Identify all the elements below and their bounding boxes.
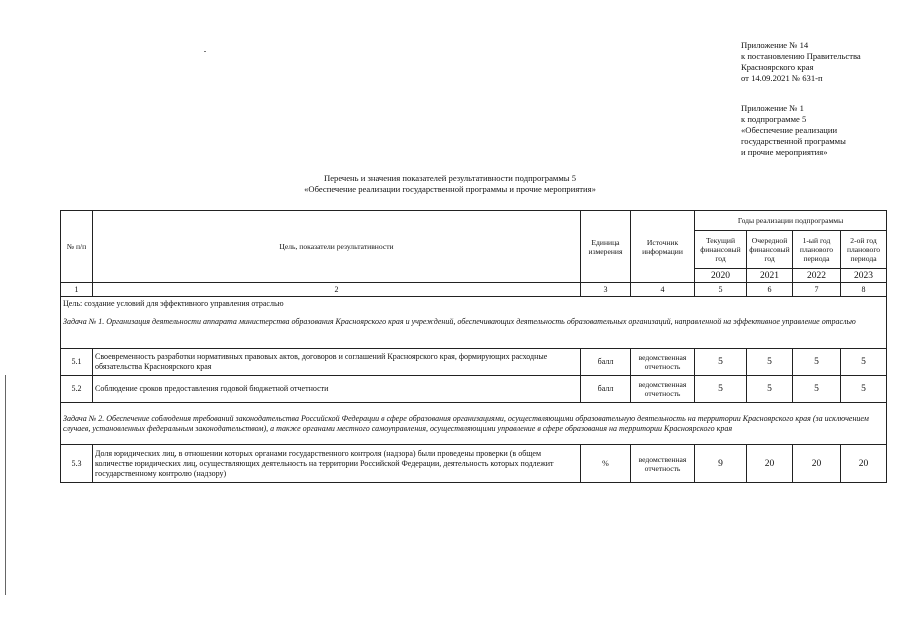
value-2020: 5 (695, 376, 747, 403)
indicator-name: Доля юридических лиц, в отношении которых органами государственного контроля (надзора) были проведены проверки (в общем количестве юридических лиц, осуществляющих деятельность на территории Российской Федерации, деятельность которых подлежит государственному контролю (надзору) (93, 445, 581, 483)
column-number: 2 (93, 283, 581, 297)
header-years-group: Годы реализации подпрограммы (695, 211, 887, 231)
column-number: 7 (793, 283, 841, 297)
stamp-line: государственной программы (741, 136, 846, 146)
indicator-unit: % (581, 445, 631, 483)
value-2020: 5 (695, 349, 747, 376)
indicator-name: Своевременность разработки нормативных правовых актов, договоров и соглашений Красноярского края, формирующих расходные обязательства Красноярского края (93, 349, 581, 376)
indicator-source: ведомственная отчетность (631, 349, 695, 376)
appendix-1-stamp (741, 103, 846, 158)
indicators-table (60, 210, 887, 483)
column-number: 5 (695, 283, 747, 297)
value-2022: 5 (793, 349, 841, 376)
indicator-source: ведомственная отчетность (631, 445, 695, 483)
header-next-year: Очередной финансовый год (747, 231, 793, 269)
year-cell: 2020 (695, 269, 747, 283)
header-num: № п/п (61, 211, 93, 283)
column-number: 4 (631, 283, 695, 297)
value-2023: 20 (841, 445, 887, 483)
stamp-line: Приложение № 14 (741, 40, 809, 50)
year-cell: 2021 (747, 269, 793, 283)
indicator-source: ведомственная отчетность (631, 376, 695, 403)
document-title (230, 173, 670, 195)
year-cell: 2023 (841, 269, 887, 283)
task-2-row (61, 403, 887, 445)
task-1-text: Задача № 1. Организация деятельности аппарата министерства образования Красноярского края и учреждений, обеспечивающих деятельность образовательных организаций, направленной на эффективное управление отраслью (63, 317, 856, 326)
goal-task1-cell (61, 297, 887, 349)
indicator-unit: балл (581, 376, 631, 403)
row-number: 5.2 (61, 376, 93, 403)
table-row (61, 445, 887, 483)
value-2021: 20 (747, 445, 793, 483)
title-line-2: «Обеспечение реализации государственной программы и прочие мероприятия» (304, 184, 596, 194)
title-line-1: Перечень и значения показателей результативности подпрограммы 5 (324, 173, 576, 183)
table-row (61, 349, 887, 376)
header-row-1 (61, 211, 887, 231)
appendix-14-stamp (741, 40, 861, 84)
goal-and-task1-row (61, 297, 887, 349)
column-number: 3 (581, 283, 631, 297)
row-number: 5.1 (61, 349, 93, 376)
task-2-text: Задача № 2. Обеспечение соблюдения требований законодательства Российской Федерации в сфере образования организациями, осуществляющими образовательную деятельность на территории Красноярского края (за исключением случаев, установленных федеральным законодательством), а также органами местного самоуправления, осуществляющими управление в сфере образования на территории Красноярского края (61, 403, 887, 445)
header-unit: Единица измерения (581, 211, 631, 283)
value-2022: 20 (793, 445, 841, 483)
table-row (61, 376, 887, 403)
row-number: 5.3 (61, 445, 93, 483)
column-number-row (61, 283, 887, 297)
stamp-line: и прочие мероприятия» (741, 147, 828, 157)
header-plan-year-2: 2-ой год планового периода (841, 231, 887, 269)
indicator-unit: балл (581, 349, 631, 376)
column-number: 6 (747, 283, 793, 297)
stamp-line: к подпрограмме 5 (741, 114, 807, 124)
stamp-line: Красноярского края (741, 62, 814, 72)
year-cell: 2022 (793, 269, 841, 283)
value-2023: 5 (841, 376, 887, 403)
value-2021: 5 (747, 349, 793, 376)
value-2022: 5 (793, 376, 841, 403)
stamp-line: от 14.09.2021 № 631-п (741, 73, 823, 83)
stamp-line: к постановлению Правительства (741, 51, 861, 61)
stamp-line: «Обеспечение реализации (741, 125, 838, 135)
scan-edge-line (5, 375, 6, 595)
indicator-name: Соблюдение сроков предоставления годовой бюджетной отчетности (93, 376, 581, 403)
header-goal: Цель, показатели результативности (93, 211, 581, 283)
column-number: 8 (841, 283, 887, 297)
stamp-line: Приложение № 1 (741, 103, 804, 113)
goal-text: Цель: создание условий для эффективного управления отраслью (63, 299, 284, 308)
header-plan-year-1: 1-ый год планового периода (793, 231, 841, 269)
value-2023: 5 (841, 349, 887, 376)
value-2021: 5 (747, 376, 793, 403)
header-current-year: Текущий финансовый год (695, 231, 747, 269)
value-2020: 9 (695, 445, 747, 483)
column-number: 1 (61, 283, 93, 297)
scan-speck (204, 51, 206, 52)
header-source: Источник информации (631, 211, 695, 283)
